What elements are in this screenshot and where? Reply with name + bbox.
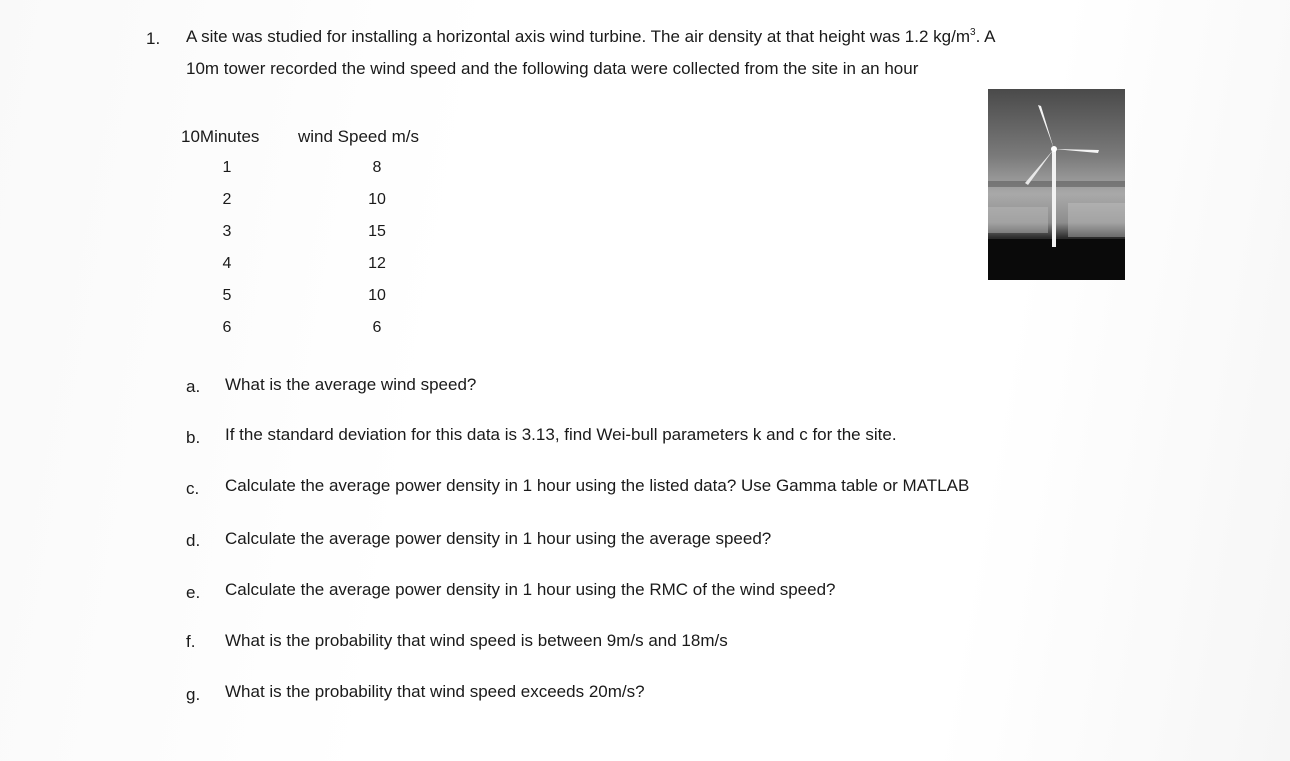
table-cell-speed: 10 [368, 287, 386, 304]
subquestion-text: What is the probability that wind speed exceeds 20m/s? [225, 682, 645, 701]
subquestion-text: If the standard deviation for this data is 3.13, find Wei-bull parameters k and c for the site. [225, 425, 897, 444]
table-cell-speed: 10 [368, 191, 386, 208]
question-text-line-1 [186, 27, 995, 47]
subquestion-letter: e. [186, 583, 201, 602]
wind-turbine-icon [988, 89, 1125, 280]
subquestion-text: What is the average wind speed? [225, 375, 477, 394]
subquestion-letter: a. [186, 377, 201, 396]
subquestion-text: Calculate the average power density in 1 hour using the listed data? Use Gamma table or MATLAB [225, 476, 970, 495]
subquestion-letter: d. [186, 531, 201, 550]
subquestion-text: Calculate the average power density in 1 hour using the RMC of the wind speed? [225, 580, 836, 599]
subquestion-letter: b. [186, 428, 201, 447]
table-cell-minute: 6 [222, 319, 232, 336]
table-cell-speed: 15 [368, 223, 386, 240]
question-text-line-2: 10m tower recorded the wind speed and the following data were collected from the site in an hour [186, 59, 919, 78]
question-text-main: A site was studied for installing a horizontal axis wind turbine. The air density at that height was 1.2 kg/m [186, 27, 970, 46]
subquestion-letter: c. [186, 479, 200, 498]
table-cell-minute: 3 [222, 223, 232, 240]
density-unit-exponent: 3 [970, 27, 976, 38]
table-header-minutes: 10Minutes [181, 127, 260, 146]
table-cell-minute: 4 [222, 255, 232, 272]
subquestion-text: What is the probability that wind speed is between 9m/s and 18m/s [225, 631, 728, 650]
table-cell-speed: 8 [372, 159, 382, 176]
question-number: 1. [146, 29, 161, 48]
question-text-tail: . A [975, 27, 996, 46]
table-cell-minute: 5 [222, 287, 232, 304]
table-header-speed: wind Speed m/s [298, 127, 419, 146]
table-cell-speed: 12 [368, 255, 386, 272]
table-cell-speed: 6 [372, 319, 382, 336]
table-cell-minute: 2 [222, 191, 232, 208]
subquestion-letter: f. [186, 632, 196, 651]
subquestion-letter: g. [186, 685, 201, 704]
subquestion-text: Calculate the average power density in 1 hour using the average speed? [225, 529, 772, 548]
table-cell-minute: 1 [222, 159, 232, 176]
